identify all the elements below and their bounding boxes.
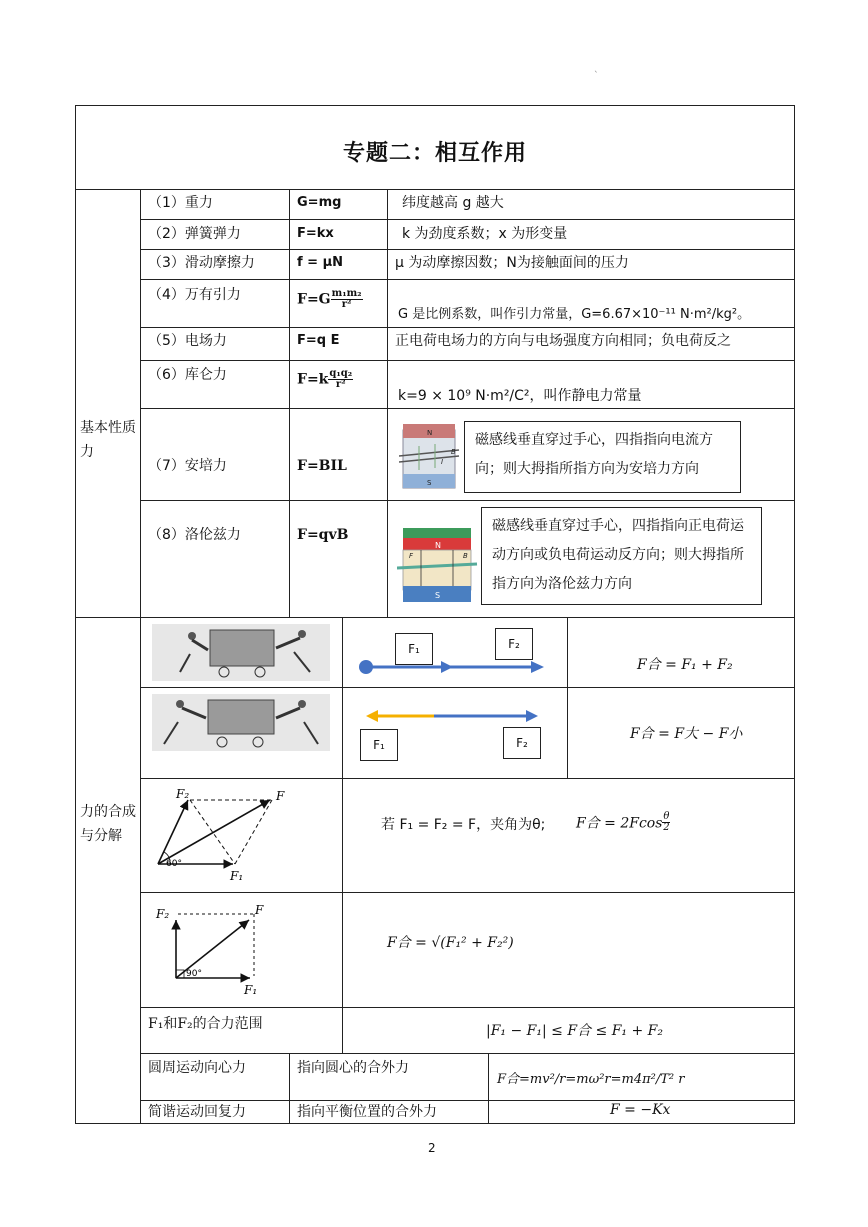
force-name: （8）洛伦兹力 xyxy=(148,527,241,543)
lorentz-force-figure xyxy=(397,524,479,608)
range-label: F₁和F₂的合力范围 xyxy=(148,1016,263,1032)
fig-label: I xyxy=(441,458,444,466)
row-desc: 指向平衡位置的合外力 xyxy=(297,1104,437,1120)
fig-label: N xyxy=(427,429,433,437)
angle-condition: 若 F₁ = F₂ = F，夹角为θ; xyxy=(381,817,546,833)
force-note: 纬度越高 g 越大 xyxy=(402,195,504,211)
range-result: |F₁ − F₁| ≤ F合 ≤ F₁ + F₂ xyxy=(486,1023,663,1039)
force-label-box: F₂ xyxy=(503,727,541,759)
fig-label: N xyxy=(435,541,441,550)
opposite-direction-result: F合 = F大 − F小 xyxy=(630,726,743,742)
section-compose-label: 力的合成与分解 xyxy=(80,804,136,844)
right-angle-figure xyxy=(152,898,272,1000)
fig-label: F₁ xyxy=(230,869,244,883)
row-name: 简谐运动回复力 xyxy=(148,1104,246,1120)
force-label-box: F₁ xyxy=(395,633,433,665)
fig-label: S xyxy=(435,591,441,600)
fig-label: F xyxy=(255,903,264,917)
parallelogram-figure xyxy=(150,784,300,888)
same-direction-result: F合 = F₁ + F₂ xyxy=(637,657,733,673)
fig-label: B xyxy=(451,448,456,456)
row-name: 圆周运动向心力 xyxy=(148,1060,246,1076)
force-name: （6）库仑力 xyxy=(148,367,227,383)
row-formula: F = −Kx xyxy=(610,1102,671,1118)
force-note: k=9 × 10⁹ N·m²/C²，叫作静电力常量 xyxy=(398,388,642,404)
force-label-box: F₂ xyxy=(495,628,533,660)
lorentz-note: 磁感线垂直穿过手心，四指指向正电荷运动方向或负电荷运动反方向；则大拇指所指方向为洛伦兹力方向 xyxy=(481,507,762,605)
page-number: 2 xyxy=(428,1141,436,1155)
row-formula: F合=mv²/r=mω²r=m4π²/T² r xyxy=(497,1072,685,1087)
ampere-force-figure xyxy=(399,416,461,496)
force-formula: F=qvB xyxy=(297,527,349,543)
fig-label: F₂ xyxy=(156,907,170,921)
ampere-note: 磁感线垂直穿过手心，四指指向电流方向；则大拇指所指方向为安培力方向 xyxy=(464,421,741,493)
fig-label: F xyxy=(409,552,414,560)
force-formula: F=kx xyxy=(297,226,334,241)
fig-label: 90° xyxy=(186,969,202,979)
force-formula: G=mg xyxy=(297,195,342,210)
force-name: （2）弹簧弹力 xyxy=(148,226,241,242)
gravitation-formula: F=G $\frac{\text{m₁m₂}}{\text{r²}}$ xyxy=(297,288,362,310)
fig-label: F₁ xyxy=(244,983,258,997)
right-angle-result: F合 = √(F₁² + F₂²) xyxy=(387,935,514,951)
coulomb-formula: F=k $\frac{\text{q₁q₂}}{\text{r²}}$ xyxy=(297,368,353,390)
fig-label: F xyxy=(276,789,285,803)
row-desc: 指向圆心的合外力 xyxy=(297,1060,409,1076)
fig-label: S xyxy=(427,479,432,487)
force-note: G 是比例系数，叫作引力常量，G=6.67×10⁻¹¹ N·m²/kg²。 xyxy=(398,307,751,322)
force-name: （5）电场力 xyxy=(148,333,227,349)
force-note: 正电荷电场力的方向与电场强度方向相同；负电荷反之 xyxy=(395,333,731,349)
section-basic-label: 基本性质力 xyxy=(80,420,136,460)
force-name: （3）滑动摩擦力 xyxy=(148,255,255,271)
force-name: （4）万有引力 xyxy=(148,287,241,303)
same-direction-cart-image xyxy=(152,624,330,681)
angle-result: F合 = 2Fcos $\frac{\theta}{2}$ xyxy=(576,811,670,833)
force-formula: F=q E xyxy=(297,333,340,348)
fig-label: B xyxy=(463,552,468,560)
force-name: （7）安培力 xyxy=(148,458,227,474)
force-formula: f = μN xyxy=(297,255,344,270)
opposite-direction-cart-image xyxy=(152,694,330,751)
page-title: 专题二：相互作用 xyxy=(342,141,527,166)
force-note: μ 为动摩擦因数；N为接触面间的压力 xyxy=(395,255,629,271)
opposite-direction-arrows xyxy=(362,705,544,727)
force-formula: F=BIL xyxy=(297,458,347,474)
fig-label: 60° xyxy=(166,859,182,869)
force-label-box: F₁ xyxy=(360,729,398,761)
force-note: k 为劲度系数；x 为形变量 xyxy=(402,226,568,242)
header-mark: ` xyxy=(594,71,599,81)
fig-label: F₂ xyxy=(176,787,190,801)
force-name: （1）重力 xyxy=(148,195,213,211)
